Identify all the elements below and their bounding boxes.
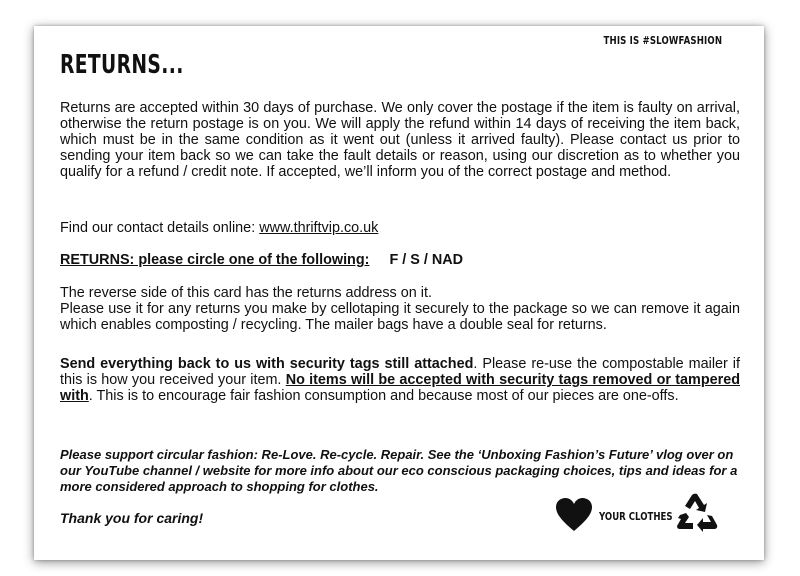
security-tags-warning: No items will be accepted with security tags removed or tampered with [60, 372, 741, 404]
contact-link[interactable]: www.thriftvip.co.uk [259, 220, 379, 236]
circular-fashion-paragraph: Please support circular fashion: Re-Love. Re-cycle. Repair. See the ‘Unboxing Fashion’s Future’ vlog over on our YouTube channel / website for more info about our eco conscious packaging choices, tips and ideas for a more considered approach to shopping for clothes. [60, 447, 738, 494]
returns-policy-paragraph: Returns are accepted within 30 days of purchase. We only cover the postage if the item is faulty on arrival, otherwise the return postage is on you. We will apply the refund within 14 days of receiving the item back, which must be in the same condition as it went out (unless it arrived faulty). Please contact us prior to sending your item back so we can take the fault details or reason, using our discretion as to whether you qualify for a refund / credit note. If accepted, we’ll inform you of the correct postage and method. [60, 100, 740, 180]
your-clothes-logo-text: YOUR CLOTHES [599, 510, 673, 523]
reverse-side-paragraph [60, 285, 740, 333]
security-tags-end: . This is to encourage fair fashion consumption and because most of our pieces are one-offs. [88, 388, 679, 404]
recycle-icon [676, 492, 718, 532]
security-tags-bold: Send everything back to us with security tags still attached [60, 356, 474, 372]
contact-label: Find our contact details online: [60, 220, 260, 236]
thank-you: Thank you for caring! [60, 510, 204, 526]
security-tags-mid: . Please re-use the compostable mailer if this is how you received your item. [60, 356, 740, 388]
page-title: RETURNS... [60, 50, 184, 80]
tagline: THIS IS #SLOWFASHION [603, 34, 722, 47]
security-tags-paragraph [60, 356, 740, 404]
reverse-side-line1: The reverse side of this card has the returns address on it. [60, 285, 432, 301]
circle-label: RETURNS: please circle one of the following: [60, 252, 370, 268]
reverse-side-line2: Please use it for any returns you make by cellotaping it securely to the package so we can remove it again which enables composting / recycling. The mailer bags have a double seal for returns. [60, 301, 740, 333]
circle-instruction [60, 252, 740, 268]
heart-icon [556, 498, 592, 532]
contact-line [60, 220, 740, 236]
circle-options: F / S / NAD [389, 252, 463, 268]
returns-card [34, 26, 764, 560]
